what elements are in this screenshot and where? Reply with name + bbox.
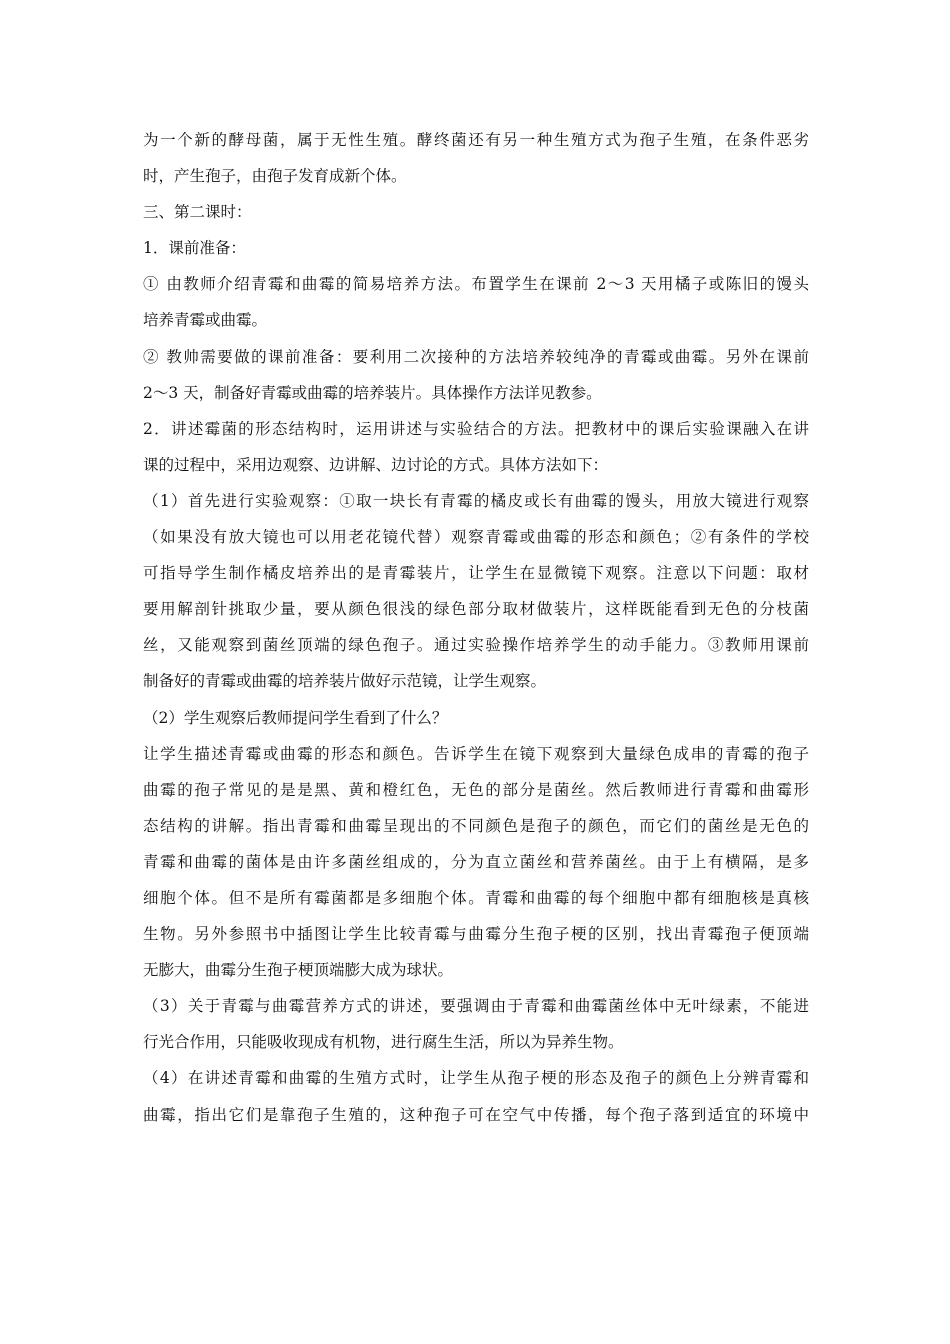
text-line: （1）首先进行实验观察：①取一块长有青霉的橘皮或长有曲霉的馒头，用放大镜进行观察 bbox=[143, 491, 809, 510]
text-line: （3）关于青霉与曲霉营养方式的讲述，要强调由于青霉和曲霉菌丝体中无叶绿素，不能进 bbox=[143, 997, 809, 1016]
text-line: ① 由教师介绍青霉和曲霉的简易培养方法。布置学生在课前 2～3 天用橘子或陈旧的馒头 bbox=[143, 275, 809, 294]
text-line: 1．课前准备： bbox=[143, 239, 246, 258]
text-line: 时，产生孢子，由孢子发育成新个体。 bbox=[143, 167, 407, 186]
text-line: 三、第二课时： bbox=[143, 203, 252, 222]
text-line: 2～3 天，制备好青霉或曲霉的培养装片。具体操作方法详见教参。 bbox=[143, 383, 602, 402]
text-line: 可指导学生制作橘皮培养出的是青霉装片，让学生在显微镜下观察。注意以下问题：取材 bbox=[143, 564, 809, 583]
text-line: 曲霉的孢子常见的是是黑、黄和橙红色，无色的部分是菌丝。然后教师进行青霉和曲霉形 bbox=[143, 780, 809, 799]
text-line: ② 教帅需要做的课前准备：要利用二次接种的方法培养较纯净的青霉或曲霉。另外在课前 bbox=[143, 347, 809, 366]
text-line: 青霉和曲霉的菌体是由许多菌丝组成的，分为直立菌丝和营养菌丝。由于上有横隔，是多 bbox=[143, 852, 809, 871]
text-line: 行光合作用，只能吸收现成有机物，进行腐生生活，所以为异养生物。 bbox=[143, 1033, 624, 1052]
text-line: 曲霉，指出它们是靠孢子生殖的，这种孢子可在空气中传播，每个孢子落到适宜的环境中 bbox=[143, 1105, 809, 1124]
text-line: 无膨大，曲霉分生孢子梗顶端膨大成为球状。 bbox=[143, 961, 454, 980]
text-line: 态结构的讲解。指出青霉和曲霉呈现出的不同颜色是孢子的颜色，而它们的菌丝是无色的 bbox=[143, 816, 809, 835]
text-line: （2）学生观察后教师提问学生看到了什么？ bbox=[143, 708, 448, 727]
text-line: 培养青霉或曲霉。 bbox=[143, 311, 268, 330]
text-line: 为一个新的酵母菌，属于无性生殖。酵终菌还有另一种生殖方式为孢子生殖，在条件恶劣 bbox=[143, 131, 809, 149]
text-line: 细胞个体。但不是所有霉菌都是多细胞个体。青霉和曲霉的每个细胞中都有细胞核是真核 bbox=[143, 888, 809, 907]
text-line: 生物。另外参照书中插图让学生比较青霉与曲霉分生孢子梗的区别，找出青霉孢子便顶端 bbox=[143, 925, 809, 944]
text-line: 丝，又能观察到菌丝顶端的绿色孢子。通过实验操作培养学生的动手能力。③教师用课前 bbox=[143, 636, 809, 655]
text-line: 制备好的青霉或曲霉的培养装片做好示范镜，让学生观察。 bbox=[143, 672, 547, 691]
text-line: 让学生描述青霉或曲霉的形态和颜色。告诉学生在镜下观察到大量绿色成串的青霉的孢子 bbox=[143, 744, 809, 763]
text-line: 课的过程中，采用边观察、边讲解、边讨论的方式。具体方法如下： bbox=[143, 455, 609, 474]
text-line: 要用解剖针挑取少量，要从颜色很浅的绿色部分取材做装片，这样既能看到无色的分枝菌 bbox=[143, 600, 809, 619]
document-body bbox=[143, 122, 809, 1133]
text-line: （如果没有放大镜也可以用老花镜代替）观察青霉或曲霉的形态和颜色；②有条件的学校 bbox=[143, 528, 809, 547]
text-line: 2．讲述霉菌的形态结构时，运用讲述与实验结合的方法。把教材中的课后实验课融入在讲 bbox=[143, 419, 809, 438]
text-line: （4）在讲述青霉和曲霉的生殖方式时，让学生从孢子梗的形态及孢子的颜色上分辨青霉和 bbox=[143, 1069, 809, 1088]
